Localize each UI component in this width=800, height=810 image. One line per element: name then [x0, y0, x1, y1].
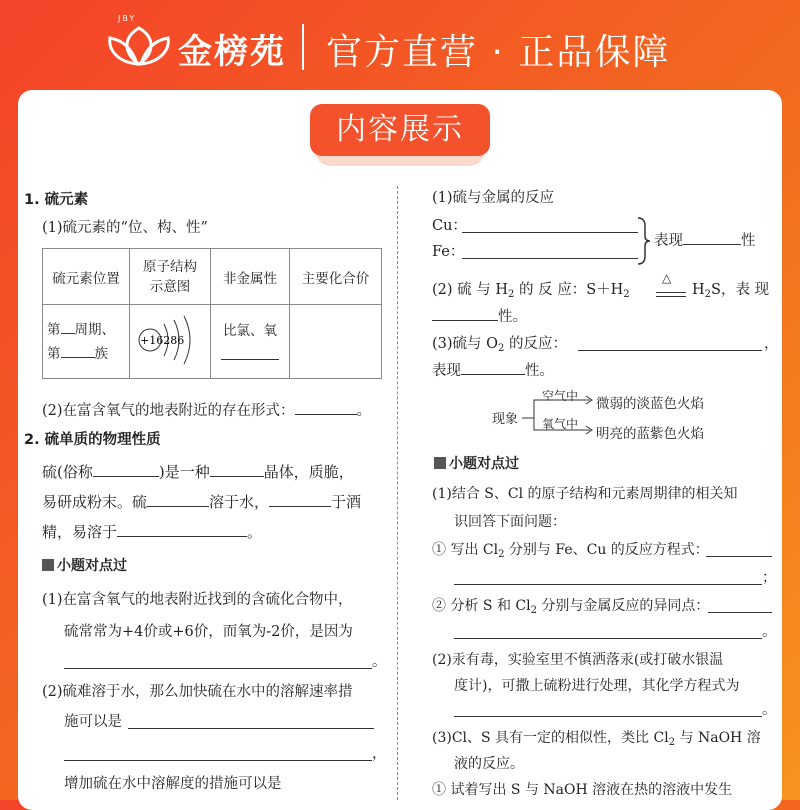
- element-table: [42, 248, 382, 379]
- nonmetal-text: 比氯、氧: [223, 323, 277, 339]
- column-divider: [397, 186, 398, 800]
- flame-oxygen: 明亮的蓝紫色火焰: [596, 426, 704, 442]
- show-line: [654, 230, 756, 251]
- quiz-title: 小题对点过: [57, 558, 127, 574]
- quiz-text: 。: [372, 654, 387, 670]
- quiz-text: (2)汞有毒，实验室里不慎洒落汞(或打破水银温: [432, 652, 724, 668]
- right-question-2-end: [432, 306, 527, 327]
- right-question-1: (1)硫与金属的反应: [432, 190, 555, 206]
- question-1: (1)硫元素的“位、构、性”: [42, 220, 208, 236]
- quiz-text: 施可以是: [64, 714, 122, 730]
- section-title-physical: 2. 硫单质的物理性质: [24, 432, 161, 448]
- pos-text: 第: [47, 345, 61, 362]
- blank: [93, 462, 159, 477]
- header-banner: [0, 0, 800, 90]
- table-header: 原子结构 示意图: [130, 249, 211, 305]
- text: 易研成粉末。硫: [42, 493, 148, 511]
- text: 硫(俗称: [42, 463, 93, 481]
- quiz-text: 增加硫在水中溶解度的措施可以是: [64, 776, 282, 792]
- quiz-text: ，: [372, 746, 387, 762]
- text: 表现: [654, 233, 683, 249]
- subscript: 2: [498, 549, 505, 560]
- text: )是一种: [158, 463, 210, 481]
- table-cell-atom: [130, 305, 211, 379]
- subscript: 2: [623, 289, 630, 300]
- q2-text: (2)在富含氧气的地表附近的存在形式：: [42, 403, 295, 419]
- text: 晶体，质脆，: [263, 463, 354, 481]
- equals-line: [656, 292, 686, 293]
- quiz-text: [432, 728, 761, 753]
- answer-line: [454, 716, 762, 717]
- text: (3)硫与 O: [432, 336, 499, 352]
- blank: [269, 492, 331, 507]
- blank: [683, 230, 741, 245]
- right-question-2: [432, 280, 630, 305]
- text: 性。: [525, 363, 554, 379]
- fe-label: Fe：: [432, 244, 465, 260]
- quiz-text: 识回答下面问题：: [454, 514, 566, 530]
- table-header: 主要化合价: [290, 249, 382, 305]
- text: 。: [247, 523, 263, 541]
- text: ② 分析 S 和 Cl: [432, 598, 531, 614]
- text: ，: [764, 336, 779, 352]
- blank: [210, 462, 264, 477]
- text: 的反应：: [504, 336, 568, 352]
- content-card: [18, 90, 782, 810]
- blank: [147, 492, 209, 507]
- q2-end: 。: [356, 403, 372, 419]
- text: 于酒: [331, 493, 362, 511]
- answer-line: [64, 668, 372, 669]
- quiz-text: (2)硫难溶于水，那么加快硫在水中的溶解速率措: [42, 684, 353, 700]
- table-header: 非金属性: [211, 249, 290, 305]
- right-question-3: [432, 334, 567, 359]
- page-title: 内容展示: [310, 104, 490, 156]
- answer-line: [706, 556, 772, 557]
- text: ；: [762, 570, 777, 586]
- quiz-text: 液的反应。: [454, 756, 524, 772]
- lotus-logo-icon: [104, 24, 174, 68]
- slogan: 官方直营 · 正品保障: [326, 32, 671, 73]
- quiz-text: [432, 540, 709, 565]
- quiz-heading-right: [434, 454, 519, 474]
- text: (2) 硫 与 H: [432, 282, 509, 298]
- blank: [221, 345, 279, 360]
- quiz-square-icon: [434, 457, 446, 469]
- subscript: 2: [530, 605, 537, 616]
- subscript: 2: [704, 289, 712, 300]
- quiz-square-icon: [42, 559, 54, 571]
- right-question-2-tail: [692, 280, 769, 305]
- section-title-sulfur-element: 1. 硫元素: [24, 192, 89, 208]
- answer-line: [462, 232, 638, 233]
- subscript: 2: [668, 737, 676, 748]
- quiz-text: (1)结合 S、Cl 的原子结构和元素周期律的相关知: [432, 486, 738, 502]
- text: 与 NaOH 溶: [675, 730, 761, 746]
- text: ① 写出 Cl: [432, 542, 499, 558]
- quiz-text: (1)在富含氧气的地表附近找到的含硫化合物中，: [42, 592, 353, 608]
- text: H: [692, 282, 705, 298]
- atom-structure-diagram: [134, 310, 206, 370]
- brand-name: 金榜苑: [178, 32, 286, 72]
- text: 性: [741, 233, 756, 249]
- text: 的 反 应：S＋H: [514, 282, 624, 298]
- flame-air: 微弱的淡蓝色火焰: [596, 396, 704, 412]
- phenomenon-label: 现象: [492, 412, 519, 427]
- heat-triangle-icon: △: [662, 271, 672, 285]
- oxygen-label: 氧气中: [542, 417, 579, 431]
- text: 分别与 Fe、Cu 的反应方程式：: [504, 542, 709, 558]
- blank: [61, 343, 95, 358]
- text: 溶于水，: [209, 493, 270, 511]
- quiz-text: 度计)，可撒上硫粉进行处理，其化学方程式为: [454, 678, 740, 694]
- subscript: 2: [498, 343, 505, 354]
- answer-line: [454, 584, 762, 585]
- answer-line: [708, 612, 772, 613]
- atom-label: +16286: [140, 333, 185, 347]
- text: (3)Cl、S 具有一定的相似性，类比 Cl: [432, 730, 669, 746]
- text: 。: [762, 624, 777, 640]
- answer-line: [462, 258, 638, 259]
- pos-text: 族: [94, 345, 108, 362]
- text: 性。: [498, 309, 527, 325]
- quiz-text: ① 试着写出 S 与 NaOH 溶液在热的溶液中发生: [432, 782, 733, 798]
- answer-line: [578, 350, 762, 351]
- header-divider: [302, 24, 304, 70]
- text: 。: [762, 702, 777, 718]
- blank: [295, 400, 357, 415]
- text: S，表 现: [711, 282, 770, 298]
- answer-line: [64, 760, 372, 761]
- pos-text: 周期、: [74, 321, 115, 338]
- paragraph-line: [42, 522, 262, 542]
- text: 表现: [432, 363, 461, 379]
- quiz-text: 硫常常为+4价或+6价，而氧为-2价，是因为: [64, 624, 353, 640]
- table-cell-position: [43, 305, 130, 379]
- quiz-text: [432, 596, 709, 621]
- blank: [432, 306, 498, 321]
- answer-line: [454, 638, 762, 639]
- subscript: 2: [508, 289, 515, 300]
- blank: [461, 360, 525, 375]
- text: 分别与金属反应的异同点：: [536, 598, 710, 614]
- text: 精，易溶于: [42, 523, 118, 541]
- brand-tag: JBY: [118, 14, 137, 23]
- paragraph-line: [42, 492, 361, 512]
- blank: [61, 319, 75, 334]
- answer-line: [128, 728, 374, 729]
- pos-text: 第: [47, 321, 61, 338]
- air-label: 空气中: [542, 389, 579, 403]
- table-cell-valence: [290, 305, 382, 379]
- quiz-title: 小题对点过: [449, 456, 519, 472]
- question-2: [42, 400, 371, 421]
- table-cell-nonmetal: [211, 305, 290, 379]
- quiz-heading-left: [42, 556, 127, 576]
- brace-icon: [636, 216, 652, 266]
- cu-label: Cu：: [432, 218, 467, 234]
- blank: [117, 522, 247, 537]
- paragraph-line: [42, 462, 354, 482]
- table-header: 硫元素位置: [43, 249, 130, 305]
- equals-line: [656, 296, 686, 297]
- right-question-3-show: [432, 360, 554, 381]
